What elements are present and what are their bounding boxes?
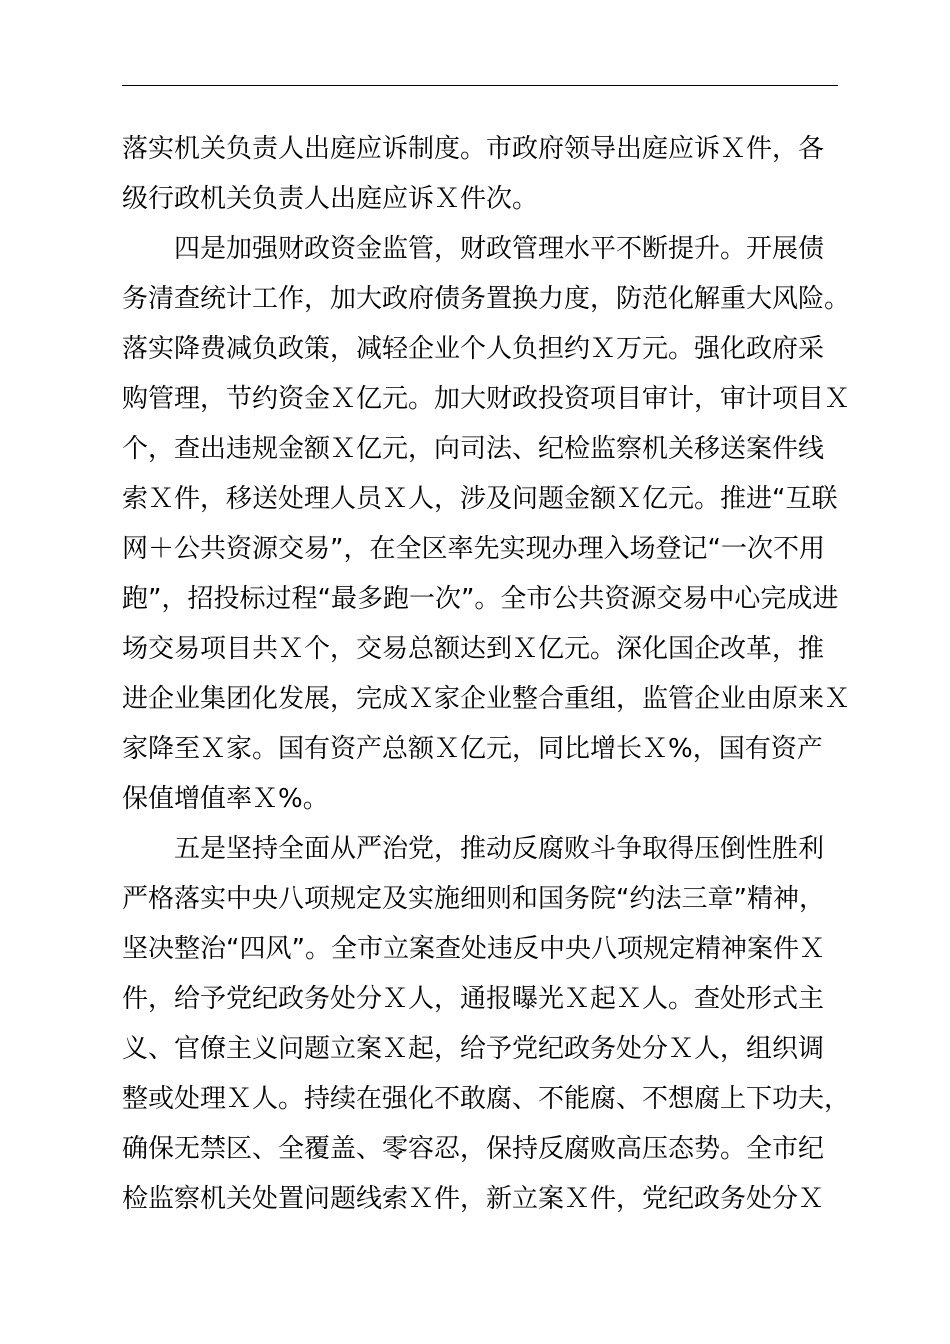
text-line: 家降至Ｘ家。国有资产总额Ｘ亿元，同比增长Ｘ%，国有资产 [122, 734, 823, 764]
text-line: 场交易项目共Ｘ个，交易总额达到Ｘ亿元。深化国企改革，推 [122, 634, 825, 664]
text-line: 整或处理Ｘ人。持续在强化不敢腐、不能腐、不想腐上下功夫， [122, 1084, 851, 1114]
text-line: 购管理，节约资金Ｘ亿元。加大财政投资项目审计，审计项目Ｘ [122, 384, 851, 414]
text-line: 个，查出违规金额Ｘ亿元，向司法、纪检监察机关移送案件线 [122, 434, 825, 464]
text-line: 跑”，招投标过程“最多跑一次”。全市公共资源交易中心完成进 [122, 584, 839, 614]
text-line: 落实机关负责人出庭应诉制度。市政府领导出庭应诉Ｘ件，各 [122, 134, 825, 164]
text-line: 保值增值率Ｘ%。 [122, 784, 329, 814]
text-line: 确保无禁区、全覆盖、零容忍，保持反腐败高压态势。全市纪 [122, 1134, 825, 1164]
text-line: 网＋公共资源交易”，在全区率先实现办理入场登记“一次不用 [122, 534, 825, 564]
text-line: 义、官僚主义问题立案Ｘ起，给予党纪政务处分Ｘ人，组织调 [122, 1034, 825, 1064]
text-line: 五是坚持全面从严治党，推动反腐败斗争取得压倒性胜利 [174, 834, 825, 864]
body-text [122, 124, 882, 1224]
text-line: 级行政机关负责人出庭应诉Ｘ件次。 [122, 184, 539, 214]
text-line: 件，给予党纪政务处分Ｘ人，通报曝光Ｘ起Ｘ人。查处形式主 [122, 984, 825, 1014]
text-line: 坚决整治“四风”。全市立案查处违反中央八项规定精神案件Ｘ [122, 934, 825, 964]
text-line: 务清查统计工作，加大政府债务置换力度，防范化解重大风险。 [122, 284, 851, 314]
text-line: 落实降费减负政策，减轻企业个人负担约Ｘ万元。强化政府采 [122, 334, 825, 364]
header-rule [122, 85, 838, 86]
text-line: 进企业集团化发展，完成Ｘ家企业整合重组，监管企业由原来Ｘ [122, 684, 851, 714]
text-line: 四是加强财政资金监管，财政管理水平不断提升。开展债 [174, 234, 825, 264]
text-line: 检监察机关处置问题线索Ｘ件，新立案Ｘ件，党纪政务处分Ｘ [122, 1184, 825, 1214]
text-line: 严格落实中央八项规定及实施细则和国务院“约法三章”精神， [122, 884, 825, 914]
text-line: 索Ｘ件，移送处理人员Ｘ人，涉及问题金额Ｘ亿元。推进“互联 [122, 484, 838, 514]
